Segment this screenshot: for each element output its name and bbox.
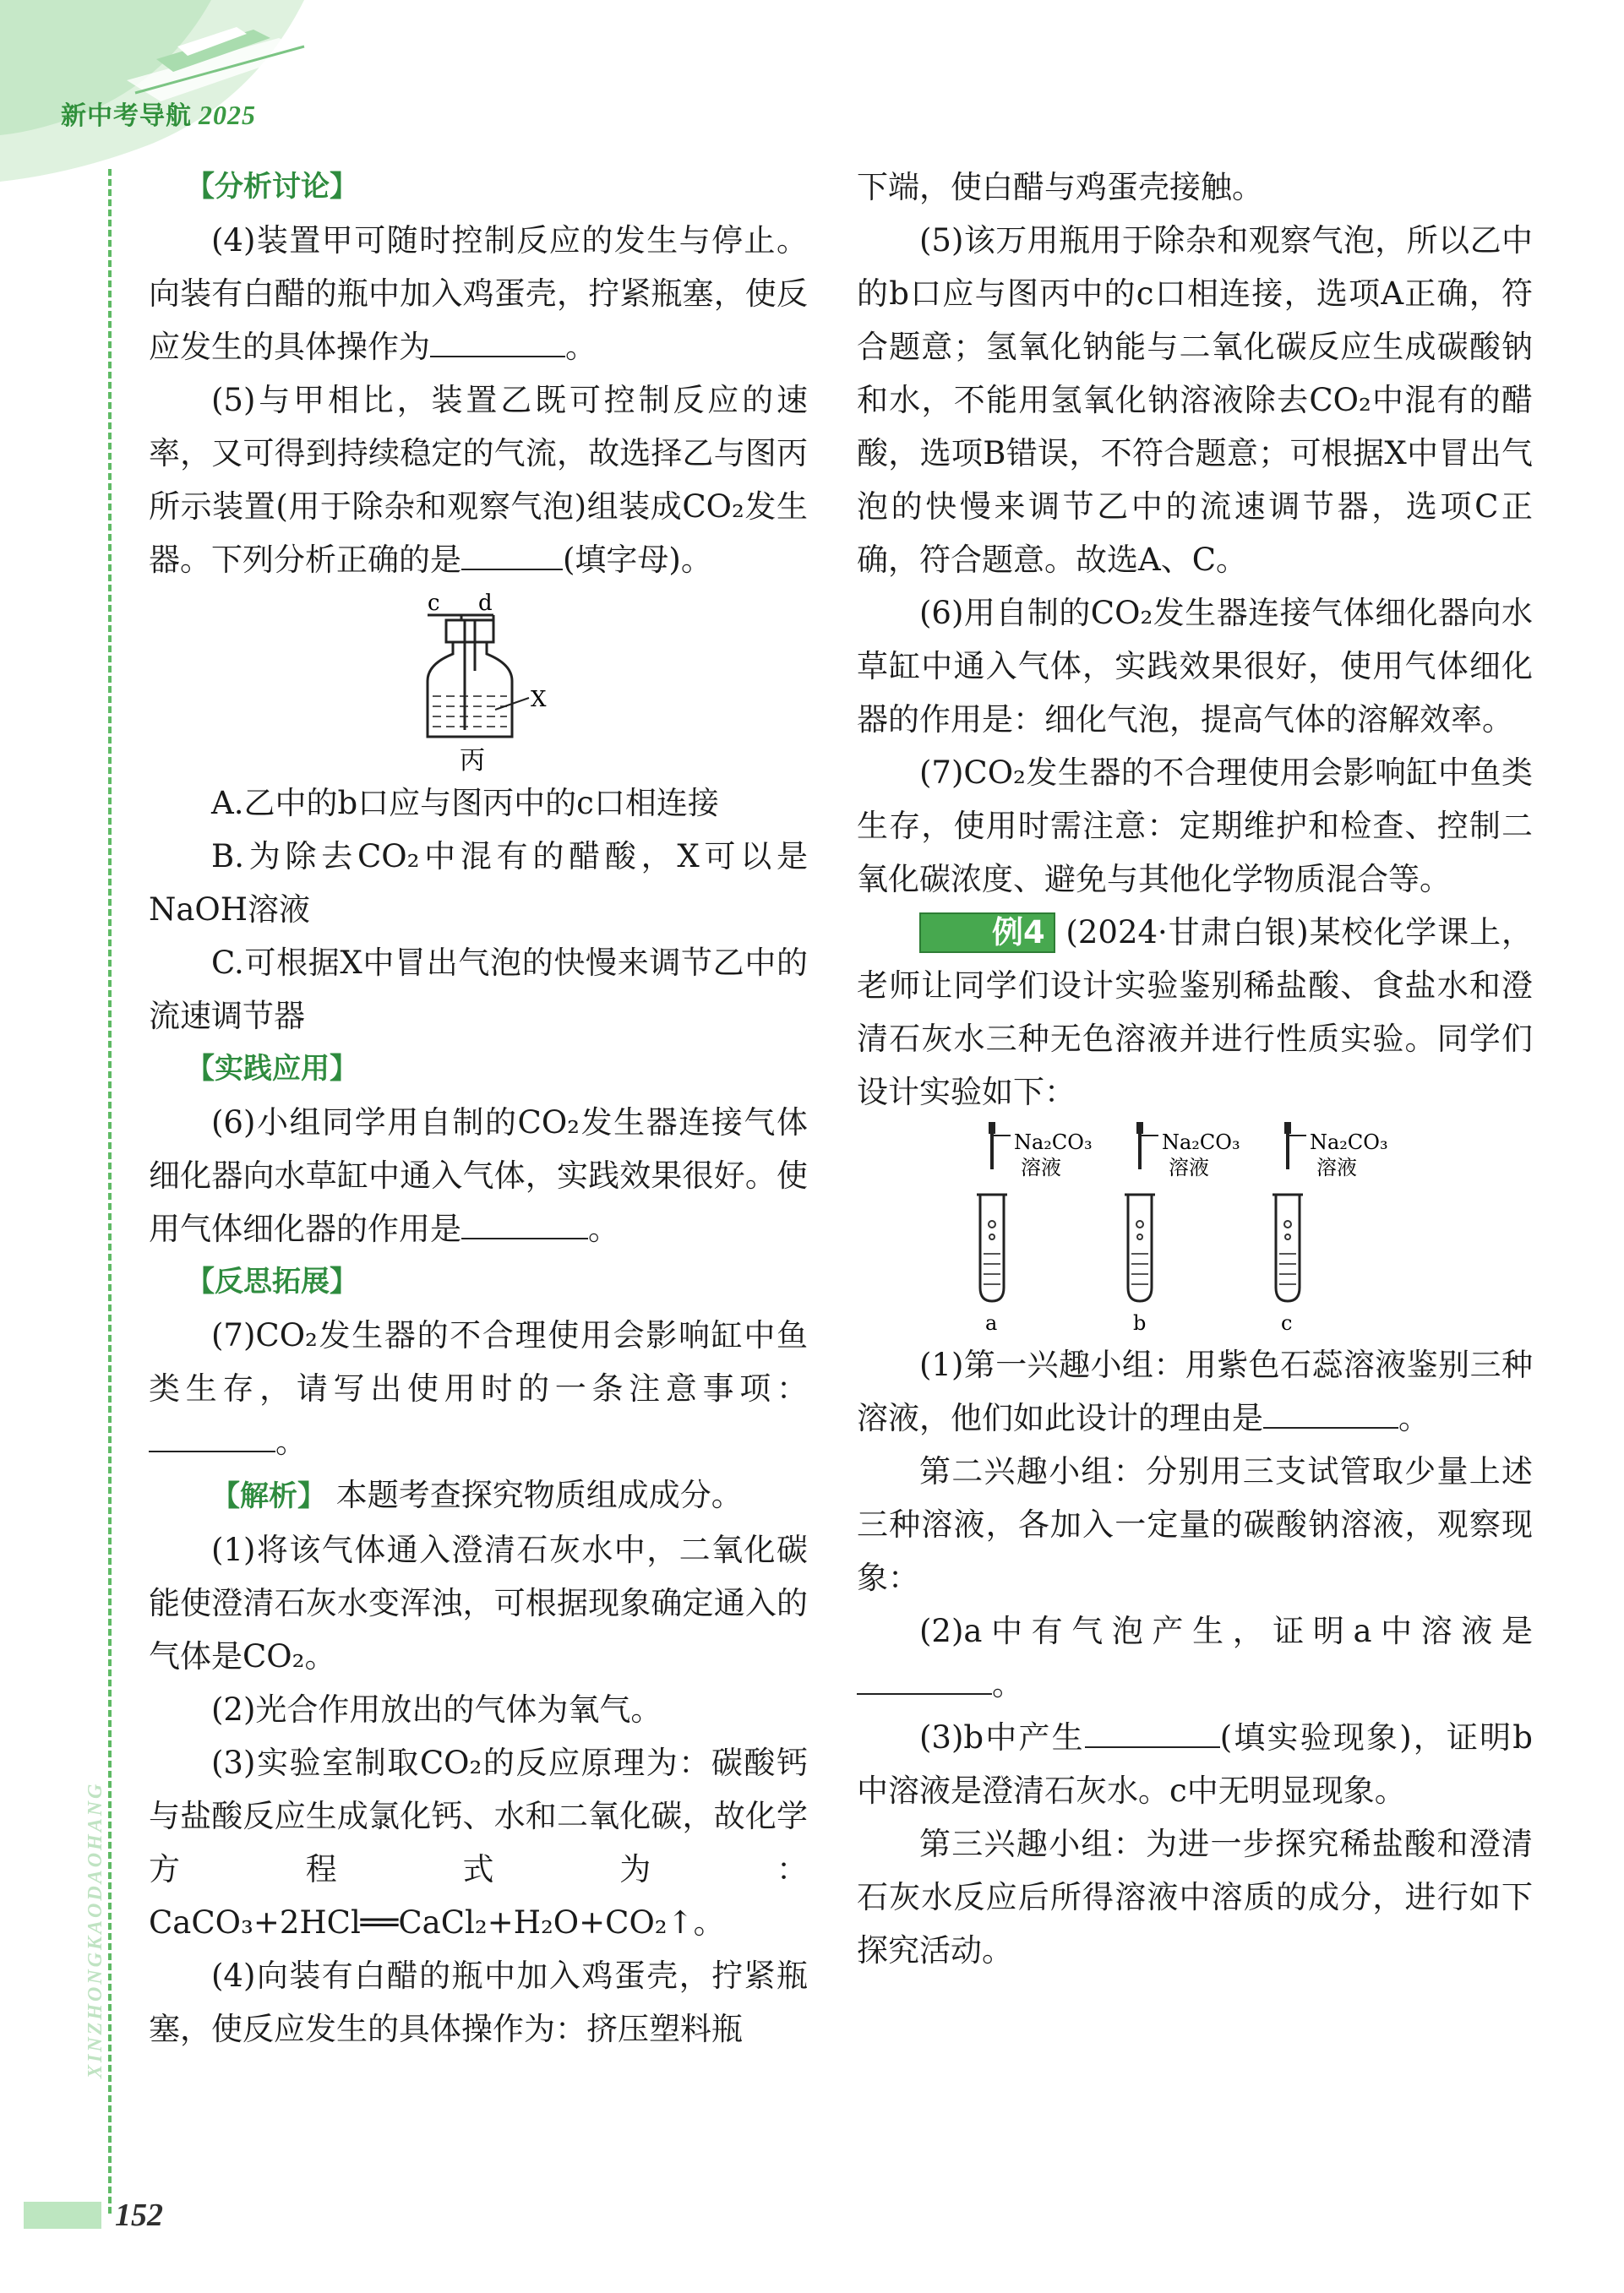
question-6: (6)小组同学用自制的CO₂发生器连接气体细化器向水草缸中通入气体，实践效果很好。使用气体细化器的作用是 。	[149, 1104, 808, 1247]
example-badge: 例4	[919, 912, 1055, 953]
group2-question-2: (2)a中有气泡产生，证明a中溶液是。	[857, 1604, 1533, 1711]
tube-c	[1272, 1122, 1388, 1335]
answer-blank-r4[interactable]	[1085, 1718, 1220, 1748]
question-5: (5)与甲相比，装置乙既可控制反应的速率，又可得到持续稳定的气流，故选择乙与图丙所示装置(用于除杂和观察气泡)组装成CO₂发生器。下列分析正确的是 (填字母)。	[149, 382, 808, 578]
tube-label-a: a	[985, 1311, 998, 1335]
figure-test-tubes	[933, 1119, 1457, 1338]
reagent-label-b: Na₂CO₃	[1162, 1130, 1240, 1154]
margin-dashed-line	[108, 169, 112, 2214]
brand-title: 新中考导航	[61, 101, 192, 131]
right-column	[857, 161, 1533, 1977]
tube-label-b: b	[1133, 1311, 1147, 1335]
reagent-label-a: Na₂CO₃	[1014, 1130, 1093, 1154]
section-reflect: 【反思拓展】	[186, 1265, 358, 1299]
tube-b	[1125, 1122, 1240, 1335]
label-c: c	[428, 591, 440, 616]
answer-blank-4[interactable]	[430, 327, 565, 357]
answer-blank-5[interactable]	[461, 540, 563, 570]
tube-a	[977, 1122, 1093, 1335]
group2-intro: 第二兴趣小组：分别用三支试管取少量上述三种溶液，各加入一定量的碳酸钠溶液，观察现象：	[857, 1453, 1533, 1596]
question-4: (4)装置甲可随时控制反应的发生与停止。向装有白醋的瓶中加入鸡蛋壳，拧紧瓶塞，使反应发生的具体操作为 。	[149, 222, 808, 365]
option-b: B.为除去CO₂中混有的醋酸，X可以是NaOH溶液	[149, 838, 808, 928]
solution-1: (1)将该气体通入澄清石灰水中，二氧化碳能使澄清石灰水变浑浊，可根据现象确定通入的气体是CO₂。	[149, 1532, 808, 1675]
solution-6: (6)用自制的CO₂发生器连接气体细化器向水草缸中通入气体，实践效果很好，使用气体细化器的作用是：细化气泡，提高气体的溶解效率。	[857, 595, 1533, 738]
tube-label-c: c	[1281, 1311, 1293, 1335]
label-d: d	[478, 591, 493, 616]
solution-2: (2)光合作用放出的气体为氧气。	[211, 1691, 662, 1728]
solution-5: (5)该万用瓶用于除杂和观察气泡，所以乙中的b口应与图丙中的c口相连接，选项A正确，符合题意；氢氧化钠能与二氧化碳反应生成碳酸钠和水，不能用氢氧化钠溶液除去CO₂中混有的醋酸，选项B错误，不符合题意；可根据X中冒出气泡的快慢来调节乙中的流速调节器，选项C正确，符合题意。故选A、C。	[857, 222, 1533, 578]
header-brand	[61, 95, 256, 132]
left-column	[149, 161, 808, 2056]
option-c: C.可根据X中冒出气泡的快慢来调节乙中的流速调节器	[149, 945, 808, 1034]
solution-4-continued: 下端，使白醋与鸡蛋壳接触。	[857, 169, 1263, 205]
question-7: (7)CO₂发生器的不合理使用会影响缸中鱼类生存，请写出使用时的一条注意事项：。	[149, 1317, 808, 1460]
figure-caption-bing: 丙	[460, 746, 485, 776]
solution-7: (7)CO₂发生器的不合理使用会影响缸中鱼类生存，使用时需注意：定期维护和检查、控制二氧化碳浓度、避免与其他化学物质混合等。	[857, 754, 1533, 897]
solution-4: (4)向装有白醋的瓶中加入鸡蛋壳，拧紧瓶塞，使反应发生的具体操作为：挤压塑料瓶	[149, 1958, 808, 2047]
analysis-heading: 【解析】 本题考查探究物质组成成分。	[211, 1477, 743, 1513]
group2-question-3: (3)b中产生 (填实验现象)，证明b中溶液是澄清石灰水。c中无明显现象。	[857, 1719, 1533, 1809]
figure-bing-bottle	[394, 586, 563, 776]
brand-year: 2025	[199, 100, 256, 130]
page-number: 152	[115, 2198, 163, 2233]
option-a: A.乙中的b口应与图丙中的c口相连接	[211, 785, 719, 821]
solution-label-a: 溶液	[1021, 1156, 1061, 1179]
analysis-label: 【解析】	[211, 1479, 326, 1513]
page-number-bar	[24, 2202, 101, 2229]
answer-blank-r3[interactable]	[857, 1664, 992, 1695]
example-4: 例4 (2024·甘肃白银)某校化学课上，老师让同学们设计实验鉴别稀盐酸、食盐水和澄清石灰水三种无色溶液并进行性质实验。同学们设计实验如下：	[857, 914, 1534, 1110]
answer-blank-7[interactable]	[149, 1422, 275, 1452]
group3-intro: 第三兴趣小组：为进一步探究稀盐酸和澄清石灰水反应后所得溶液中溶质的成分，进行如下探究活动。	[857, 1826, 1533, 1969]
answer-blank-r1[interactable]	[1263, 1398, 1398, 1429]
solution-3: (3)实验室制取CO₂的反应原理为：碳酸钙与盐酸反应生成氯化钙、水和二氧化碳，故化学方程式为：CaCO₃+2HCl══CaCl₂+H₂O+CO₂↑。	[149, 1745, 808, 1941]
vertical-watermark-text: XINZHONGKAODAOHANG	[84, 1781, 106, 2078]
answer-blank-6[interactable]	[461, 1209, 588, 1239]
section-analysis: 【分析讨论】	[186, 170, 358, 204]
reagent-label-c: Na₂CO₃	[1310, 1130, 1388, 1154]
section-practice: 【实践应用】	[186, 1052, 358, 1086]
label-x: X	[531, 687, 547, 712]
solution-label-c: 溶液	[1316, 1156, 1357, 1179]
solution-label-b: 溶液	[1169, 1156, 1209, 1179]
group1-question: (1)第一兴趣小组：用紫色石蕊溶液鉴别三种溶液，他们如此设计的理由是 。	[857, 1347, 1533, 1436]
